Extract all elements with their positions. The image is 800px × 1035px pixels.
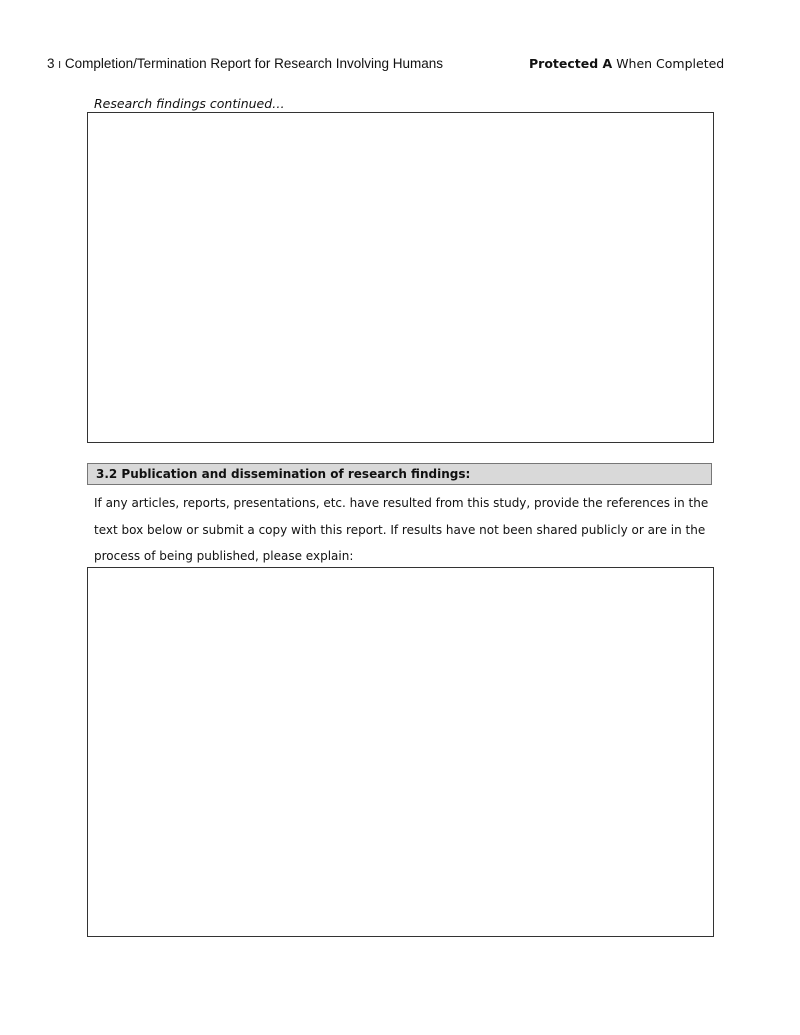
- section-instructions: [94, 490, 708, 570]
- section-heading-3-2: 3.2 Publication and dissemination of research findings:: [87, 463, 712, 485]
- publication-references-text-box[interactable]: [87, 567, 714, 937]
- header-separator: I: [58, 60, 62, 71]
- instruction-line: text box below or submit a copy with this report. If results have not been shared publicly or are in the: [94, 522, 706, 537]
- classification-note: When Completed: [616, 56, 725, 71]
- document-title: Completion/Termination Report for Research Involving Humans: [64, 56, 443, 71]
- classification-level: Protected A: [529, 56, 613, 71]
- instruction-line: process of being published, please explain:: [94, 549, 354, 563]
- page-number: 3: [47, 56, 55, 71]
- page-header-title: [47, 56, 443, 71]
- research-findings-text-box[interactable]: [87, 112, 714, 443]
- research-findings-label: Research findings continued…: [94, 96, 285, 111]
- instruction-line: If any articles, reports, presentations, etc. have resulted from this study, provide the references in the: [94, 496, 709, 510]
- classification-label: [529, 56, 724, 71]
